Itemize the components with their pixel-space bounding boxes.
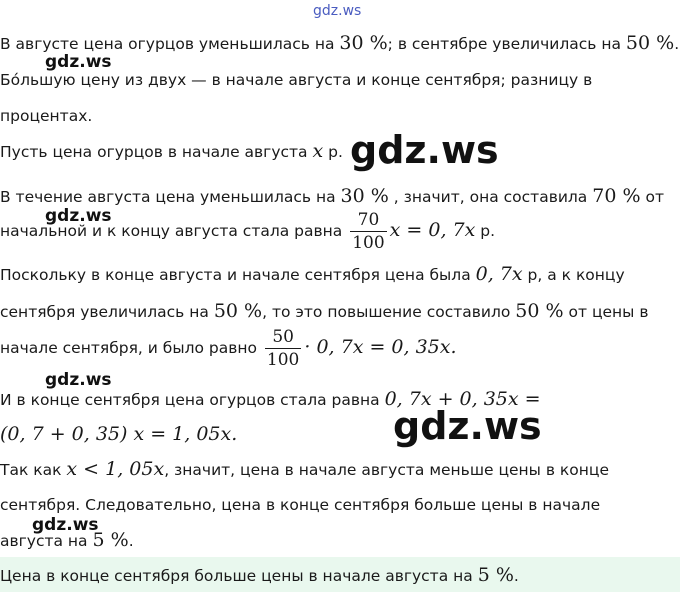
denominator: 100 <box>266 350 300 370</box>
answer-box <box>0 557 680 592</box>
text: Так как <box>0 461 67 479</box>
solution-line-5 <box>0 300 648 323</box>
text: , то это повышение составило <box>262 303 516 321</box>
solution-line-1 <box>0 140 343 163</box>
text: , значит, цена в начале августа меньше цены в конце <box>164 461 609 479</box>
solution-line-3 <box>0 209 495 254</box>
text: . <box>513 567 519 585</box>
math: 30 % <box>340 185 389 207</box>
text: В августе цена огурцов уменьшилась на <box>0 35 340 53</box>
solution-line-11 <box>0 529 134 552</box>
solution-line-9 <box>0 458 609 481</box>
math: 5 % <box>477 564 514 586</box>
denominator: 100 <box>352 233 385 253</box>
text: . <box>128 532 134 550</box>
solution-line-8 <box>0 423 237 446</box>
text: р. <box>323 143 343 161</box>
math: 50 % <box>515 300 564 322</box>
solution-line-2 <box>0 185 664 208</box>
watermark: gdz.ws <box>32 515 99 535</box>
numerator: 70 <box>350 209 386 232</box>
math: (0, 7 + 0, 35) x = 1, 05x. <box>0 423 238 445</box>
watermark: gdz.ws <box>45 206 112 226</box>
answer-line <box>0 564 519 587</box>
problem-line-2: Бо́льшую цену из двух — в начале августа и конце сентября; разницу в <box>0 71 593 89</box>
math: 50 % <box>213 300 263 322</box>
text: ; в сентябре увеличилась на <box>387 35 626 53</box>
watermark: gdz.ws <box>45 52 112 72</box>
text: от <box>640 188 664 206</box>
solution-line-6 <box>0 326 457 371</box>
text: И в конце сентября цена огурцов стала равна <box>0 391 385 409</box>
text: , значит, она составила <box>388 188 593 206</box>
text: Цена в конце сентября больше цены в начале августа на <box>0 567 478 585</box>
text: р, а к концу <box>522 266 625 284</box>
text: Поскольку в конце августа и начале сентября цена была <box>0 266 476 284</box>
math: 30 % <box>339 32 388 54</box>
math: 50 % <box>625 32 675 54</box>
math: x <box>312 140 324 162</box>
solution-line-4 <box>0 263 625 286</box>
problem-line-3: процентах. <box>0 107 93 125</box>
text: В течение августа цена уменьшилась на <box>0 188 341 206</box>
text: начале сентября, и было равно <box>0 339 262 357</box>
fraction <box>350 209 386 254</box>
numerator: 50 <box>265 326 301 349</box>
math: x < 1, 05x <box>66 458 165 480</box>
math: 70 % <box>592 185 641 207</box>
text: р. <box>475 222 496 240</box>
watermark: gdz.ws <box>393 404 542 448</box>
fraction <box>265 326 301 371</box>
watermark: gdz.ws <box>45 370 112 390</box>
text: . <box>674 35 680 53</box>
text: от цены в <box>563 303 649 321</box>
math: 5 % <box>92 529 129 551</box>
text: начальной и к концу августа стала равна <box>0 222 348 240</box>
text: августа на <box>0 532 93 550</box>
text: Пусть цена огурцов в начале августа <box>0 143 313 161</box>
math: x = 0, 7x <box>389 219 476 241</box>
math: 0, 7x + 0, 35x = <box>384 388 541 410</box>
math: 0, 7x <box>475 263 523 285</box>
solution-line-10: сентября. Следовательно, цена в конце сентября больше цены в начале <box>0 496 601 514</box>
text: сентября увеличилась на <box>0 303 214 321</box>
watermark-top: gdz.ws <box>313 3 362 19</box>
math: · 0, 7x = 0, 35x. <box>304 336 457 358</box>
watermark: gdz.ws <box>350 128 499 172</box>
